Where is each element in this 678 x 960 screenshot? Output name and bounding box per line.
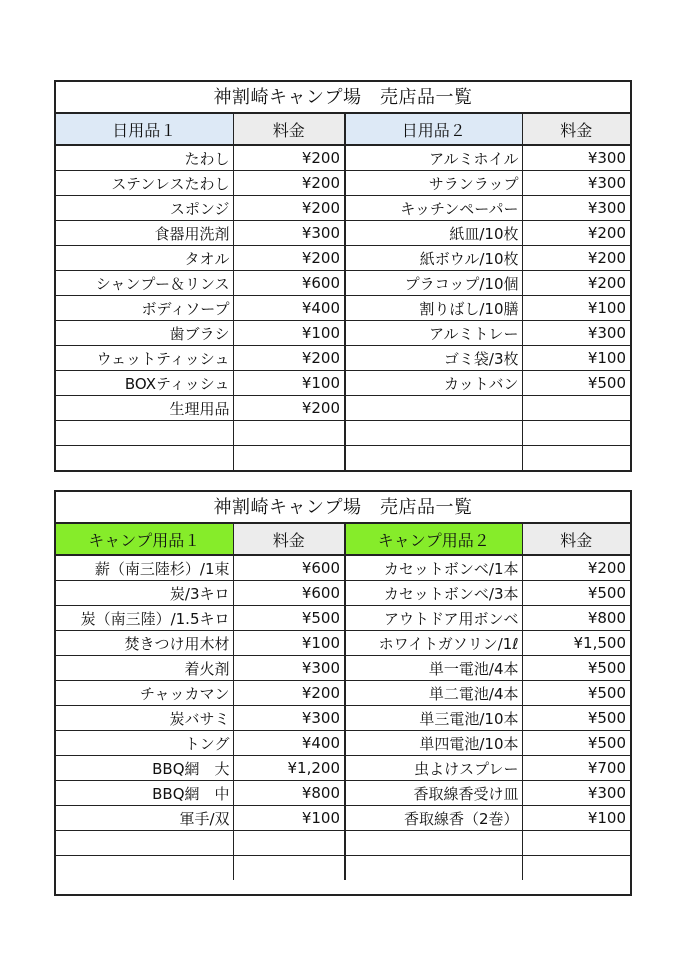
item-name: アルミトレー <box>345 321 522 346</box>
item-name: 薪（南三陸杉）/1束 <box>56 555 233 581</box>
item-price: ¥300 <box>522 321 630 346</box>
daily-goods-table <box>56 114 630 470</box>
item-price <box>233 831 345 856</box>
item-name: 割りばし/10膳 <box>345 296 522 321</box>
item-price <box>522 831 630 856</box>
item-price: ¥500 <box>522 706 630 731</box>
item-name: 歯ブラシ <box>56 321 233 346</box>
table-row <box>56 731 630 756</box>
item-name <box>345 446 522 471</box>
daily-header-price2: 料金 <box>522 114 630 145</box>
item-price <box>522 421 630 446</box>
item-price: ¥200 <box>587 559 626 577</box>
item-name: 単三電池/10本 <box>345 706 522 731</box>
item-price: ¥600 <box>233 271 345 296</box>
item-price: ¥500 <box>522 656 630 681</box>
item-price: ¥200 <box>233 681 345 706</box>
daily-header-name2: 日用品２ <box>345 114 522 145</box>
daily-table-body <box>56 145 630 470</box>
item-name: スポンジ <box>56 196 233 221</box>
item-name: BBQ網 中 <box>56 781 233 806</box>
table-row <box>56 781 630 806</box>
item-name: 軍手/双 <box>56 806 233 831</box>
camp-header-name2: キャンプ用品２ <box>345 524 522 555</box>
item-price: ¥1,500 <box>522 631 630 656</box>
item-price: ¥300 <box>233 221 345 246</box>
table-row <box>56 631 630 656</box>
item-price: ¥400 <box>233 296 345 321</box>
item-price: ¥500 <box>522 371 630 396</box>
item-price <box>522 396 630 421</box>
item-price: ¥200 <box>233 196 345 221</box>
item-name <box>56 856 233 881</box>
item-name: サランラップ <box>345 171 522 196</box>
item-name: 香取線香受け皿 <box>345 781 522 806</box>
item-name <box>56 446 233 471</box>
item-name: カットバン <box>345 371 522 396</box>
item-name <box>345 856 522 881</box>
item-name: ホワイトガソリン/1ℓ <box>345 631 522 656</box>
item-name: BBQ網 大 <box>56 756 233 781</box>
table-row <box>56 856 630 881</box>
item-price: ¥300 <box>522 196 630 221</box>
item-name: 着火剤 <box>56 656 233 681</box>
item-price: ¥200 <box>233 246 345 271</box>
item-price: ¥200 <box>233 145 345 171</box>
item-price: ¥600 <box>233 555 345 581</box>
table-row <box>56 296 630 321</box>
table-row <box>56 346 630 371</box>
camp-table-title: 神割崎キャンプ場 売店品一覧 <box>56 492 630 524</box>
item-price: ¥300 <box>233 656 345 681</box>
table-row <box>56 196 630 221</box>
item-price: ¥100 <box>522 296 630 321</box>
item-price: ¥800 <box>522 606 630 631</box>
table-row <box>56 145 630 171</box>
item-name: たわし <box>56 145 233 171</box>
item-name <box>345 396 522 421</box>
item-price: ¥300 <box>587 149 626 167</box>
camp-header-price1: 料金 <box>233 524 345 555</box>
item-name: ウェットティッシュ <box>56 346 233 371</box>
table-row <box>56 656 630 681</box>
camp-header-row <box>56 524 630 555</box>
camp-header-price2: 料金 <box>522 524 630 555</box>
table-row <box>56 606 630 631</box>
item-name: 食器用洗剤 <box>56 221 233 246</box>
table-row <box>56 371 630 396</box>
item-name: 単四電池/10本 <box>345 731 522 756</box>
item-name <box>345 831 522 856</box>
daily-goods-price-table <box>54 80 632 472</box>
item-name: 単一電池/4本 <box>345 656 522 681</box>
item-name: 炭/3キロ <box>56 581 233 606</box>
item-price: ¥500 <box>522 731 630 756</box>
daily-header-price1: 料金 <box>233 114 345 145</box>
item-price: ¥200 <box>233 171 345 196</box>
item-name: カセットボンベ/1本 <box>345 555 522 581</box>
item-name: キッチンペーパー <box>345 196 522 221</box>
table-row <box>56 446 630 471</box>
camp-goods-price-table <box>54 490 632 896</box>
table-row <box>56 221 630 246</box>
item-name <box>56 421 233 446</box>
item-name: シャンプー＆リンス <box>56 271 233 296</box>
table-row <box>56 171 630 196</box>
table-row <box>56 581 630 606</box>
item-price: ¥100 <box>522 346 630 371</box>
table-row <box>56 246 630 271</box>
table-row <box>56 421 630 446</box>
item-price <box>233 856 345 881</box>
item-name: プラコップ/10個 <box>345 271 522 296</box>
item-name <box>345 421 522 446</box>
camp-table-body <box>56 555 630 880</box>
item-price <box>522 446 630 471</box>
table-row <box>56 681 630 706</box>
camp-header-name1: キャンプ用品１ <box>56 524 233 555</box>
item-name: ボディソープ <box>56 296 233 321</box>
item-price <box>233 446 345 471</box>
item-price: ¥1,200 <box>233 756 345 781</box>
item-name: ゴミ袋/3枚 <box>345 346 522 371</box>
daily-header-name1: 日用品１ <box>56 114 233 145</box>
item-price: ¥500 <box>522 681 630 706</box>
camp-goods-table <box>56 524 630 880</box>
table-row <box>56 831 630 856</box>
daily-table-title: 神割崎キャンプ場 売店品一覧 <box>56 82 630 114</box>
item-price: ¥100 <box>233 631 345 656</box>
item-price: ¥100 <box>233 371 345 396</box>
item-price: ¥400 <box>233 731 345 756</box>
item-price: ¥300 <box>522 171 630 196</box>
item-price: ¥700 <box>522 756 630 781</box>
item-name: 紙ボウル/10枚 <box>345 246 522 271</box>
daily-header-row <box>56 114 630 145</box>
item-price: ¥500 <box>233 606 345 631</box>
item-price: ¥100 <box>522 806 630 831</box>
item-price: ¥200 <box>522 271 630 296</box>
table-row <box>56 706 630 731</box>
item-name: 生理用品 <box>56 396 233 421</box>
item-name: 紙皿/10枚 <box>345 221 522 246</box>
item-name: タオル <box>56 246 233 271</box>
item-price: ¥200 <box>233 396 345 421</box>
item-name: 香取線香（2巻） <box>345 806 522 831</box>
item-price <box>522 856 630 881</box>
table-row <box>56 271 630 296</box>
item-price: ¥100 <box>233 321 345 346</box>
item-name: アルミホイル <box>345 145 522 171</box>
item-name: カセットボンベ/3本 <box>345 581 522 606</box>
item-price: ¥100 <box>233 806 345 831</box>
item-name <box>56 831 233 856</box>
item-price: ¥300 <box>233 706 345 731</box>
table-row <box>56 555 630 581</box>
item-price: ¥300 <box>522 781 630 806</box>
item-name: 単二電池/4本 <box>345 681 522 706</box>
item-name: 焚きつけ用木材 <box>56 631 233 656</box>
item-name: BOXティッシュ <box>56 371 233 396</box>
item-name: ステンレスたわし <box>56 171 233 196</box>
item-price: ¥200 <box>233 346 345 371</box>
item-name: チャッカマン <box>56 681 233 706</box>
item-price: ¥600 <box>233 581 345 606</box>
item-name: 炭（南三陸）/1.5キロ <box>56 606 233 631</box>
item-price: ¥200 <box>522 221 630 246</box>
table-row <box>56 396 630 421</box>
table-row <box>56 756 630 781</box>
item-price: ¥200 <box>522 246 630 271</box>
item-name: 炭バサミ <box>56 706 233 731</box>
item-name: トング <box>56 731 233 756</box>
item-price <box>233 421 345 446</box>
table-row <box>56 321 630 346</box>
table-row <box>56 806 630 831</box>
item-name: 虫よけスプレー <box>345 756 522 781</box>
item-price: ¥800 <box>233 781 345 806</box>
item-price: ¥500 <box>522 581 630 606</box>
item-name: アウトドア用ボンベ <box>345 606 522 631</box>
